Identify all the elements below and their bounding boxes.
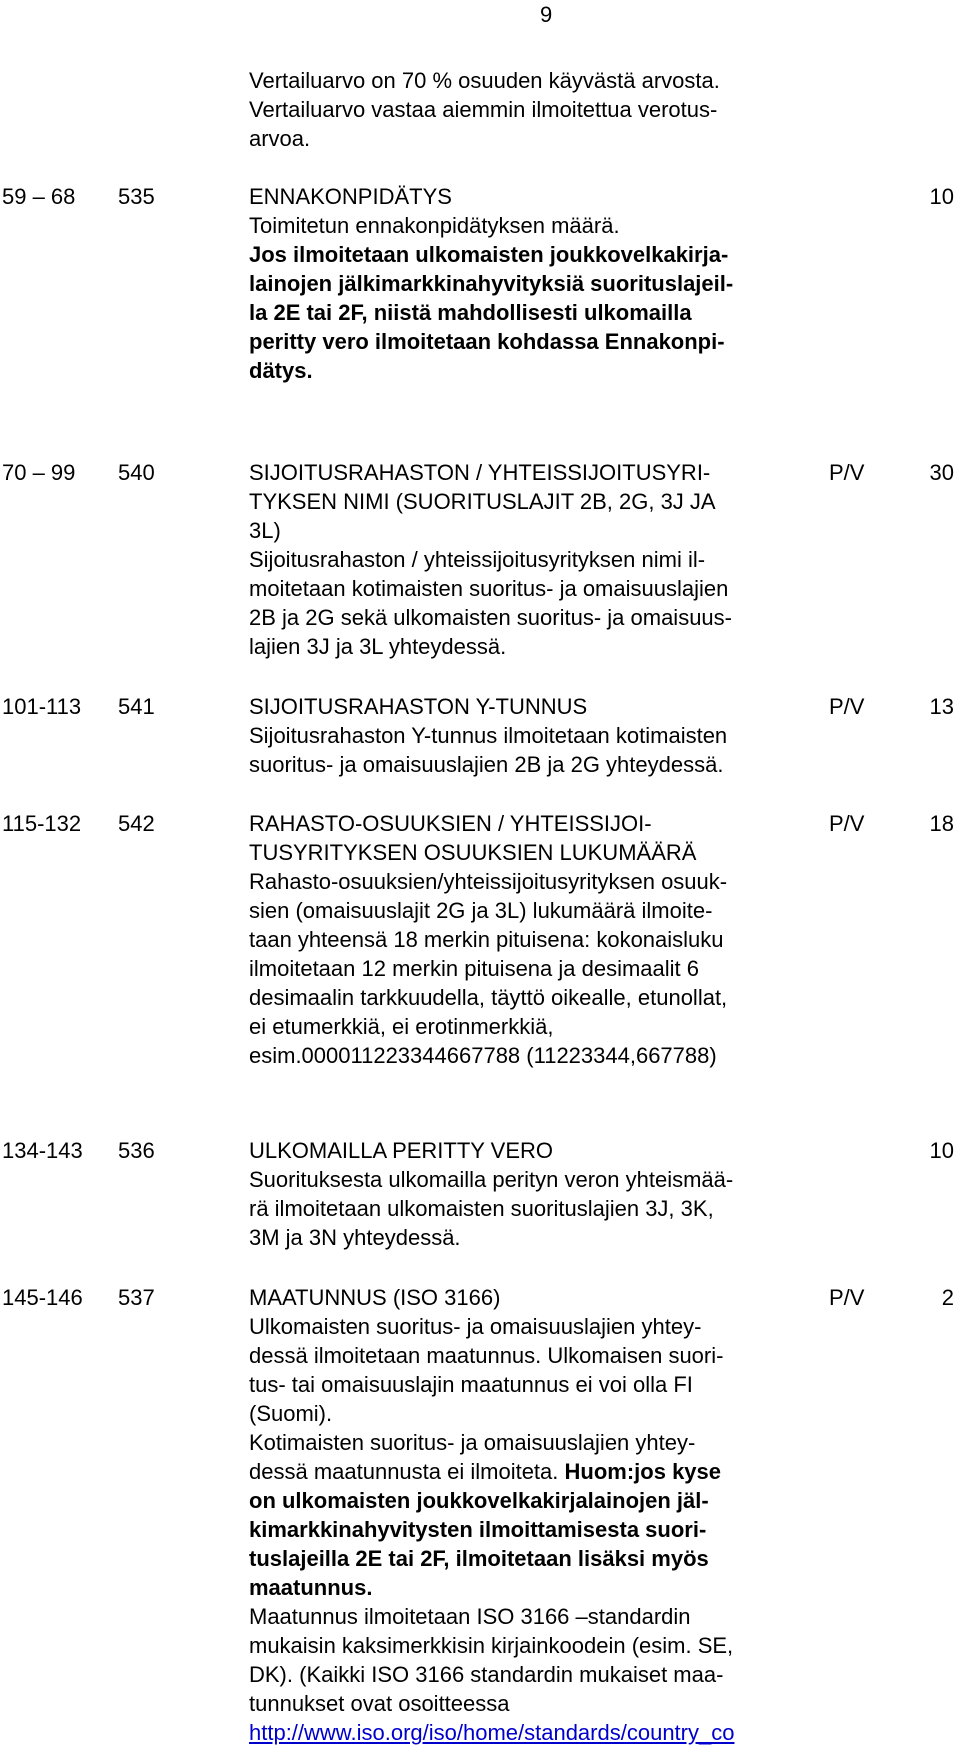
bold-line: peritty vero ilmoitetaan kohdassa Ennakonpi- xyxy=(249,329,725,354)
bold-line: dätys. xyxy=(249,358,313,383)
field-title: RAHASTO-OSUUKSIEN / YHTEISSIJOI- xyxy=(249,811,652,836)
field-length: 10 xyxy=(929,184,954,209)
field-position: 115-132 xyxy=(2,811,82,836)
bold-line: Jos ilmoitetaan ulkomaisten joukkovelkakirja- xyxy=(249,242,729,267)
field-title: SIJOITUSRAHASTON / YHTEISSIJOITUSYRI- xyxy=(249,460,711,485)
text-line: dessä ilmoitetaan maatunnus. Ulkomaisen suori- xyxy=(249,1343,724,1368)
text-fragment: dessä maatunnusta ei ilmoiteta. xyxy=(249,1459,565,1484)
text-line: Ulkomaisten suoritus- ja omaisuuslajien yhtey- xyxy=(249,1314,702,1339)
text-line: DK). (Kaikki ISO 3166 standardin mukaiset maa- xyxy=(249,1662,724,1687)
field-description xyxy=(249,182,824,385)
field-code: 536 xyxy=(118,1138,155,1163)
field-position: 134-143 xyxy=(2,1138,83,1163)
field-description xyxy=(249,1283,824,1747)
field-title: TUSYRITYKSEN OSUUKSIEN LUKUMÄÄRÄ xyxy=(249,840,697,865)
field-title: ENNAKONPIDÄTYS xyxy=(249,184,452,209)
field-code: 535 xyxy=(118,184,155,209)
text-line: Suorituksesta ulkomailla perityn veron yhteismää- xyxy=(249,1167,734,1192)
field-title: TYKSEN NIMI (SUORITUSLAJIT 2B, 2G, 3J JA xyxy=(249,489,716,514)
bold-line: kimarkkinahyvitysten ilmoittamisesta suori- xyxy=(249,1517,707,1542)
text-line: suoritus- ja omaisuuslajien 2B ja 2G yhteydessä. xyxy=(249,752,724,777)
text-line: Toimitetun ennakonpidätyksen määrä. xyxy=(249,213,620,238)
text-line: mukaisin kaksimerkkisin kirjainkoodein (esim. SE, xyxy=(249,1633,734,1658)
text-line: sien (omaisuuslajit 2G ja 3L) lukumäärä ilmoite- xyxy=(249,898,713,923)
text-line: Sijoitusrahaston Y-tunnus ilmoitetaan kotimaisten xyxy=(249,723,728,748)
bold-line: lainojen jälkimarkkinahyvityksiä suorituslajeil- xyxy=(249,271,734,296)
field-position: 59 – 68 xyxy=(2,184,76,209)
intro-text xyxy=(249,66,824,153)
text-line: Rahasto-osuuksien/yhteissijoitusyrityksen osuuk- xyxy=(249,869,728,894)
text-line: lajien 3J ja 3L yhteydessä. xyxy=(249,634,507,659)
text-line: Kotimaisten suoritus- ja omaisuuslajien yhtey- xyxy=(249,1430,696,1455)
text-line: tus- tai omaisuuslajin maatunnus ei voi olla FI xyxy=(249,1372,693,1397)
bold-line: la 2E tai 2F, niistä mahdollisesti ulkomailla xyxy=(249,300,692,325)
field-code: 540 xyxy=(118,460,155,485)
text-line: Vertailuarvo on 70 % osuuden käyvästä arvosta. xyxy=(249,68,720,93)
text-line: taan yhteensä 18 merkin pituisena: kokonaisluku xyxy=(249,927,724,952)
text-line: desimaalin tarkkuudella, täyttö oikealle, etunollat, xyxy=(249,985,728,1010)
text-line: (Suomi). xyxy=(249,1401,333,1426)
bold-line: tuslajeilla 2E tai 2F, ilmoitetaan lisäksi myös xyxy=(249,1546,709,1571)
field-title: SIJOITUSRAHASTON Y-TUNNUS xyxy=(249,694,588,719)
field-title: ULKOMAILLA PERITTY VERO xyxy=(249,1138,554,1163)
field-length: 30 xyxy=(929,460,954,485)
field-description xyxy=(249,1136,824,1252)
text-line: ei etumerkkiä, ei erotinmerkkiä, xyxy=(249,1014,554,1039)
text-line: Sijoitusrahaston / yhteissijoitusyrityksen nimi il- xyxy=(249,547,706,572)
field-position: 70 – 99 xyxy=(2,460,76,485)
field-code: 537 xyxy=(118,1285,155,1310)
field-position: 145-146 xyxy=(2,1285,83,1310)
text-line: ilmoitetaan 12 merkin pituisena ja desimaalit 6 xyxy=(249,956,700,981)
field-description xyxy=(249,809,824,1070)
text-line: 3M ja 3N yhteydessä. xyxy=(249,1225,461,1250)
bold-line: maatunnus. xyxy=(249,1575,373,1600)
text-line: moitetaan kotimaisten suoritus- ja omaisuuslajien xyxy=(249,576,729,601)
field-title: MAATUNNUS (ISO 3166) xyxy=(249,1285,501,1310)
text-line: Maatunnus ilmoitetaan ISO 3166 –standardin xyxy=(249,1604,691,1629)
field-pv: P/V xyxy=(829,811,865,836)
iso-country-codes-link[interactable]: http://www.iso.org/iso/home/standards/country_co xyxy=(249,1720,735,1745)
text-line: arvoa. xyxy=(249,126,311,151)
text-line: esim.000011223344667788 (11223344,667788) xyxy=(249,1043,717,1068)
field-code: 541 xyxy=(118,694,155,719)
text-line: Vertailuarvo vastaa aiemmin ilmoitettua verotus- xyxy=(249,97,718,122)
field-description xyxy=(249,692,824,779)
page-number: 9 xyxy=(540,2,553,27)
field-pv: P/V xyxy=(829,1285,865,1310)
bold-fragment: Huom:jos kyse xyxy=(564,1459,722,1484)
field-code: 542 xyxy=(118,811,155,836)
bold-line: on ulkomaisten joukkovelkakirjalainojen jäl- xyxy=(249,1488,709,1513)
text-line: tunnukset ovat osoitteessa xyxy=(249,1691,510,1716)
field-pv: P/V xyxy=(829,694,865,719)
field-length: 13 xyxy=(929,694,954,719)
text-line: rä ilmoitetaan ulkomaisten suorituslajien 3J, 3K, xyxy=(249,1196,714,1221)
mixed-line xyxy=(249,1457,824,1486)
field-length: 10 xyxy=(929,1138,954,1163)
text-line: 2B ja 2G sekä ulkomaisten suoritus- ja omaisuus- xyxy=(249,605,732,630)
field-title: 3L) xyxy=(249,518,281,543)
field-position: 101-113 xyxy=(2,694,82,719)
field-length: 2 xyxy=(941,1285,954,1310)
field-pv: P/V xyxy=(829,460,865,485)
field-description xyxy=(249,458,824,661)
field-length: 18 xyxy=(929,811,954,836)
